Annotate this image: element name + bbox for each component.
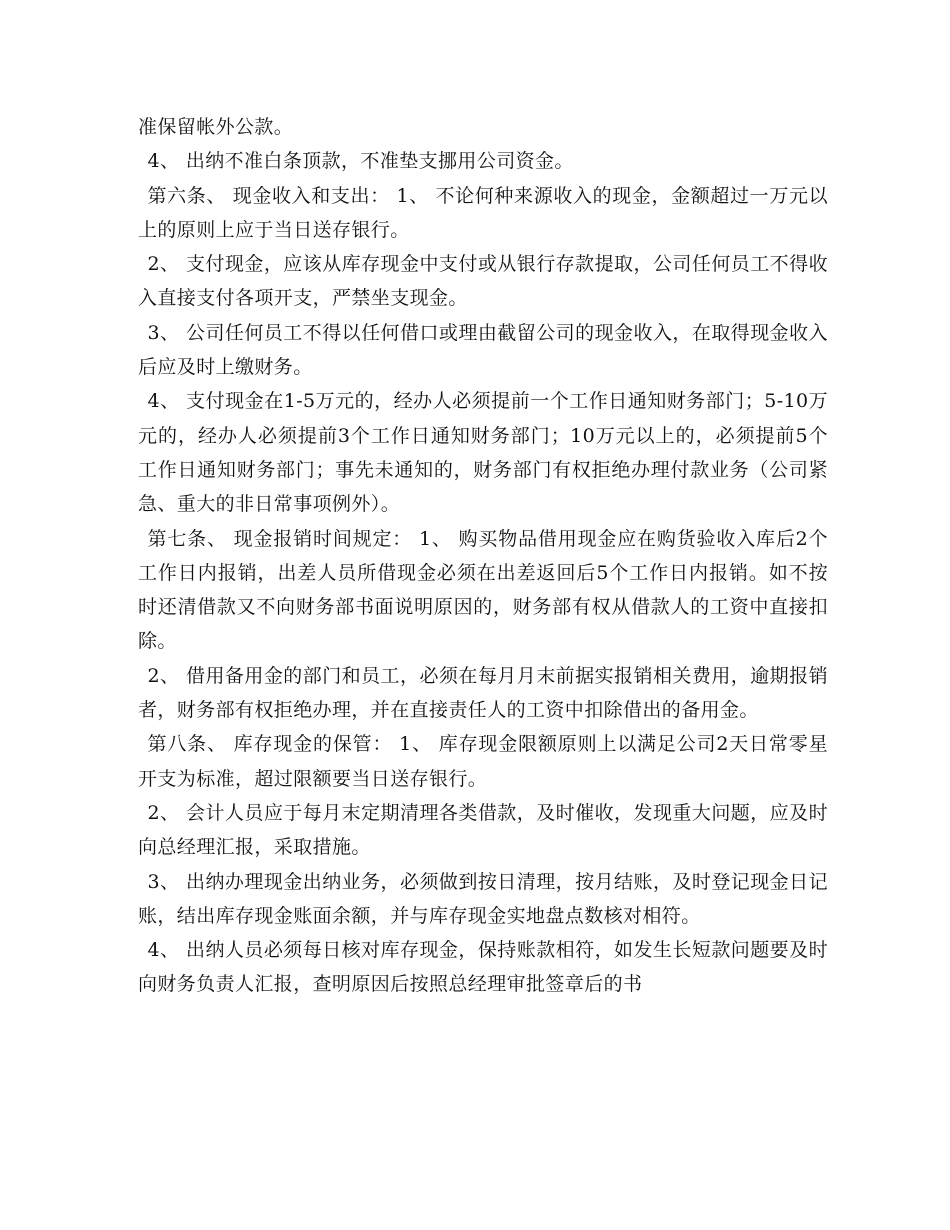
paragraph-article-8-item-2: 2、 会计人员应于每月末定期清理各类借款，及时催收，发现重大问题，应及时向总经理汇报，采取措施。 <box>138 801 828 859</box>
paragraph-article-6-item-2: 2、 支付现金，应该从库存现金中支付或从银行存款提取，公司任何员工不得收入直接支付各项开支，严禁坐支现金。 <box>138 253 828 310</box>
paragraph-article-6: 第六条、 现金收入和支出： 1、 不论何种来源收入的现金，金额超过一万元以上的原则上应于当日送存银行。 <box>138 184 828 241</box>
document-body <box>138 110 828 1002</box>
paragraph-article-8: 第八条、 库存现金的保管： 1、 库存现金限额原则上以满足公司2天日常零星开支为标准，超过限额要当日送存银行。 <box>138 733 828 790</box>
paragraph-article-8-item-3: 3、 出纳办理现金出纳业务，必须做到按日清理，按月结账，及时登记现金日记账，结出库存现金账面余额，并与库存现金实地盘点数核对相符。 <box>138 870 828 927</box>
paragraph-article-6-item-4: 4、 支付现金在1-5万元的，经办人必须提前一个工作日通知财务部门；5-10万元的，经办人必须提前3个工作日通知财务部门；10万元以上的，必须提前5个工作日通知财务部门；事先未通知的，财务部门有权拒绝办理付款业务（公司紧急、重大的非日常事项例外）。 <box>138 390 828 516</box>
paragraph-article-6-item-3: 3、 公司任何员工不得以任何借口或理由截留公司的现金收入，在取得现金收入后应及时上缴财务。 <box>138 321 828 379</box>
paragraph-continuation: 准保留帐外公款。 <box>138 116 294 138</box>
paragraph-item-4-no-iou: 4、 出纳不准白条顶款，不准垫支挪用公司资金。 <box>147 150 574 173</box>
paragraph-article-7-item-2: 2、 借用备用金的部门和员工，必须在每月月末前据实报销相关费用，逾期报销者，财务部有权拒绝办理，并在直接责任人的工资中扣除借出的备用金。 <box>138 664 828 722</box>
paragraph-article-7: 第七条、 现金报销时间规定： 1、 购买物品借用现金应在购货验收入库后2个工作日内报销，出差人员所借现金必须在出差返回后5个工作日内报销。如不按时还清借款又不向财务部书面说明原因的，财务部有权从借款人的工资中直接扣除。 <box>138 527 828 653</box>
paragraph-article-8-item-4: 4、 出纳人员必须每日核对库存现金，保持账款相符，如发生长短款问题要及时向财务负责人汇报，查明原因后按照总经理审批签章后的书 <box>138 939 828 996</box>
